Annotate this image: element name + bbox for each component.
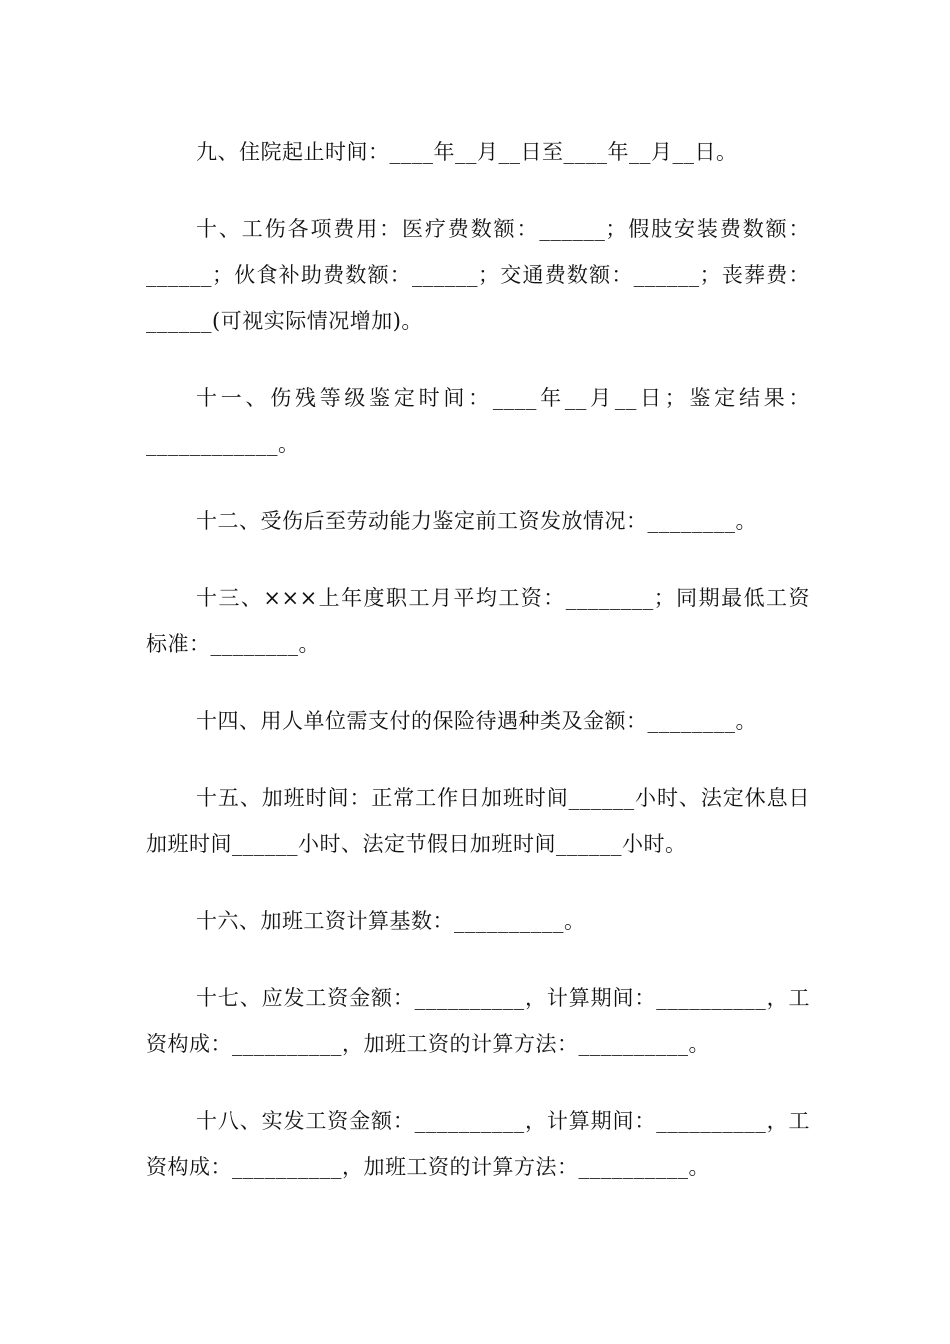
item-9: 九、住院起止时间：____年__月__日至____年__月__日。 [196, 140, 738, 164]
item-12: 十二、受伤后至劳动能力鉴定前工资发放情况：________。 [196, 509, 757, 533]
item-10: 十、工伤各项费用：医疗费数额：______；假肢安装费数额：______；伙食补助费数额：______；交通费数额：______；丧葬费：______(可视实际情况增加)。 [146, 217, 810, 333]
item-14: 十四、用人单位需支付的保险待遇种类及金额：________。 [196, 709, 757, 733]
item-13: 十三、×××上年度职工月平均工资：________；同期最低工资标准：________。 [146, 586, 810, 656]
item-11: 十一、伤残等级鉴定时间：____年__月__日；鉴定结果：____________。 [146, 386, 810, 456]
item-18: 十八、实发工资金额：__________，计算期间：__________，工资构成：__________，加班工资的计算方法：__________。 [146, 1109, 810, 1179]
item-17: 十七、应发工资金额：__________，计算期间：__________，工资构成：__________，加班工资的计算方法：__________。 [146, 986, 810, 1056]
item-15: 十五、加班时间：正常工作日加班时间______小时、法定休息日加班时间______小时、法定节假日加班时间______小时。 [146, 786, 810, 856]
item-16: 十六、加班工资计算基数：__________。 [196, 909, 586, 933]
